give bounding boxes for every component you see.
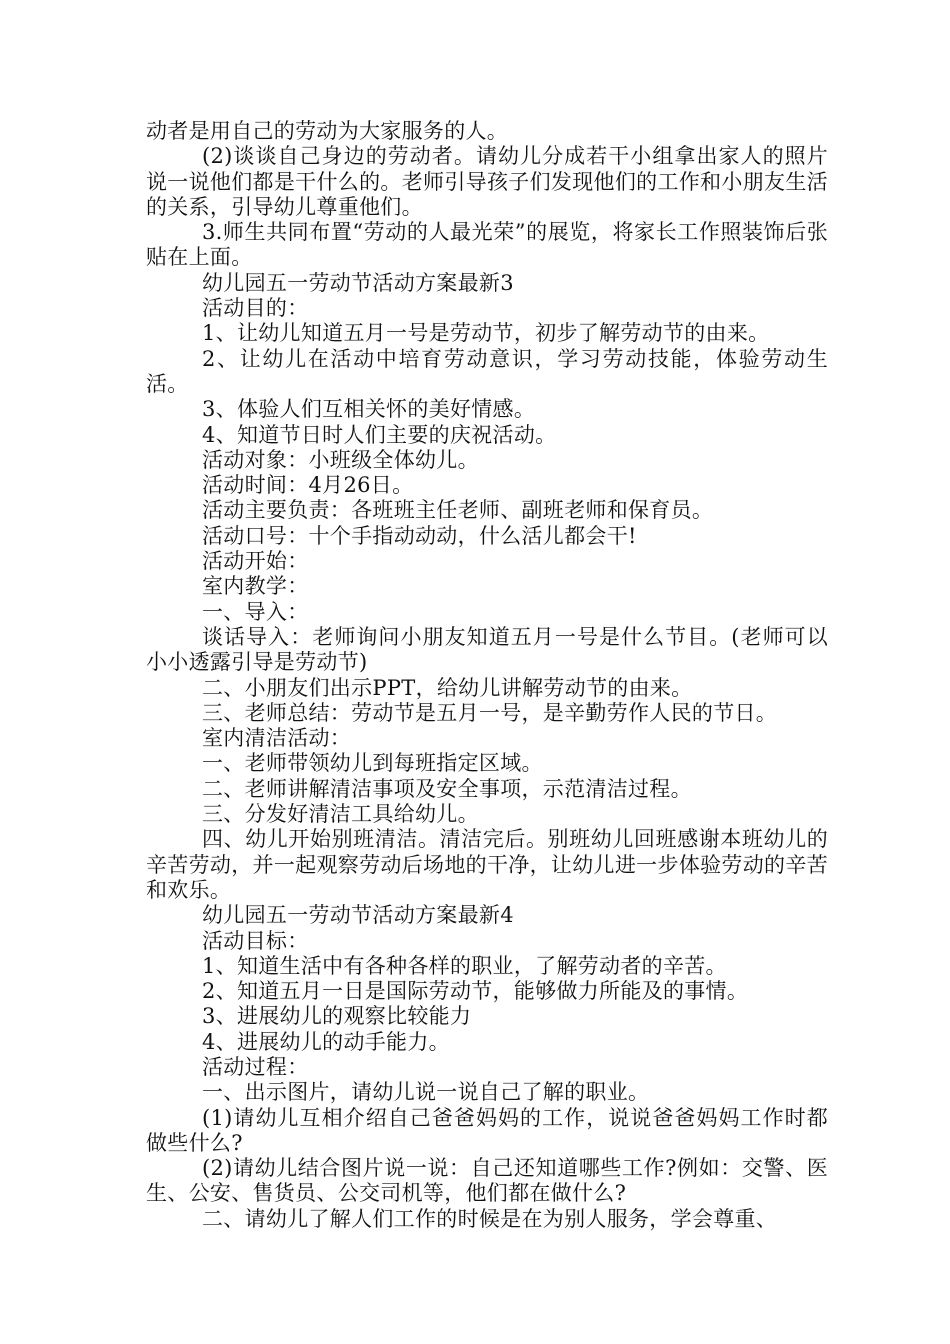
section-heading: 幼儿园五一劳动节活动方案最新4 [202,903,514,928]
paragraph: 二、老师讲解清洁事项及安全事项，示范清洁过程。 [202,776,692,801]
paragraph: 室内清洁活动： [202,726,352,751]
paragraph: 活动对象：小班级全体幼儿。 [202,447,479,472]
paragraph: 一、出示图片，请幼儿说一说自己了解的职业。 [202,1080,650,1105]
paragraph: 活动目的： [202,296,309,321]
paragraph: 活动开始： [202,549,309,574]
paragraph: 活动目标： [202,928,309,953]
paragraph: 3、进展幼儿的观察比较能力 [202,1004,472,1029]
paragraph: 3、体验人们互相关怀的美好情感。 [202,397,536,422]
paragraph: 2、让幼儿在活动中培育劳动意识，学习劳动技能，体验劳动生活。 [146,346,828,396]
paragraph: 三、老师总结：劳动节是五月一号，是辛勤劳作人民的节日。 [202,700,778,725]
paragraph: 活动口号：十个手指动动动，什么活儿都会干! [202,523,637,548]
paragraph: 谈话导入：老师询问小朋友知道五月一号是什么节目。(老师可以小小透露引导是劳动节) [146,624,828,675]
paragraph: 活动主要负责：各班班主任老师、副班老师和保育员。 [202,498,714,523]
paragraph: 1、知道生活中有各种各样的职业，了解劳动者的辛苦。 [202,953,727,978]
paragraph: 活动过程： [202,1054,309,1079]
paragraph: 四、幼儿开始别班清洁。清洁完后。别班幼儿回班感谢本班幼儿的辛苦劳动，并一起观察劳动后场地的干净，让幼儿进一步体验劳动的辛苦和欢乐。 [146,827,828,902]
paragraph: 一、导入： [202,599,309,624]
section-heading: 幼儿园五一劳动节活动方案最新3 [202,270,514,295]
paragraph: 1、让幼儿知道五月一号是劳动节，初步了解劳动节的由来。 [202,321,770,346]
paragraph: (2)谈谈自己身边的劳动者。请幼儿分成若干小组拿出家人的照片说一说他们都是干什么的。老师引导孩子们发现他们的工作和小朋友生活的关系，引导幼儿尊重他们。 [146,144,828,219]
paragraph: 动者是用自己的劳动为大家服务的人。 [146,119,509,143]
paragraph: 三、分发好清洁工具给幼儿。 [202,802,479,827]
paragraph: (1)请幼儿互相介绍自己爸爸妈妈的工作，说说爸爸妈妈工作时都做些什么? [146,1105,828,1155]
paragraph: 4、进展幼儿的动手能力。 [202,1029,450,1054]
paragraph: 二、请幼儿了解人们工作的时候是在为别人服务，学会尊重、 [202,1206,778,1231]
paragraph: 2、知道五月一日是国际劳动节，能够做力所能及的事情。 [202,979,749,1004]
paragraph: 活动时间：4月26日。 [202,473,414,498]
paragraph: 4、知道节日时人们主要的庆祝活动。 [202,422,557,447]
document-body [146,119,828,1232]
paragraph: (2)请幼儿结合图片说一说：自己还知道哪些工作?例如：交警、医生、公安、售货员、公交司机等，他们都在做什么? [146,1156,828,1206]
paragraph: 二、小朋友们出示PPT，给幼儿讲解劳动节的由来。 [202,675,693,700]
paragraph: 3.师生共同布置“劳动的人最光荣”的展览，将家长工作照装饰后张贴在上面。 [146,220,828,270]
paragraph: 室内教学： [202,574,309,599]
paragraph: 一、老师带领幼儿到每班指定区域。 [202,751,543,776]
